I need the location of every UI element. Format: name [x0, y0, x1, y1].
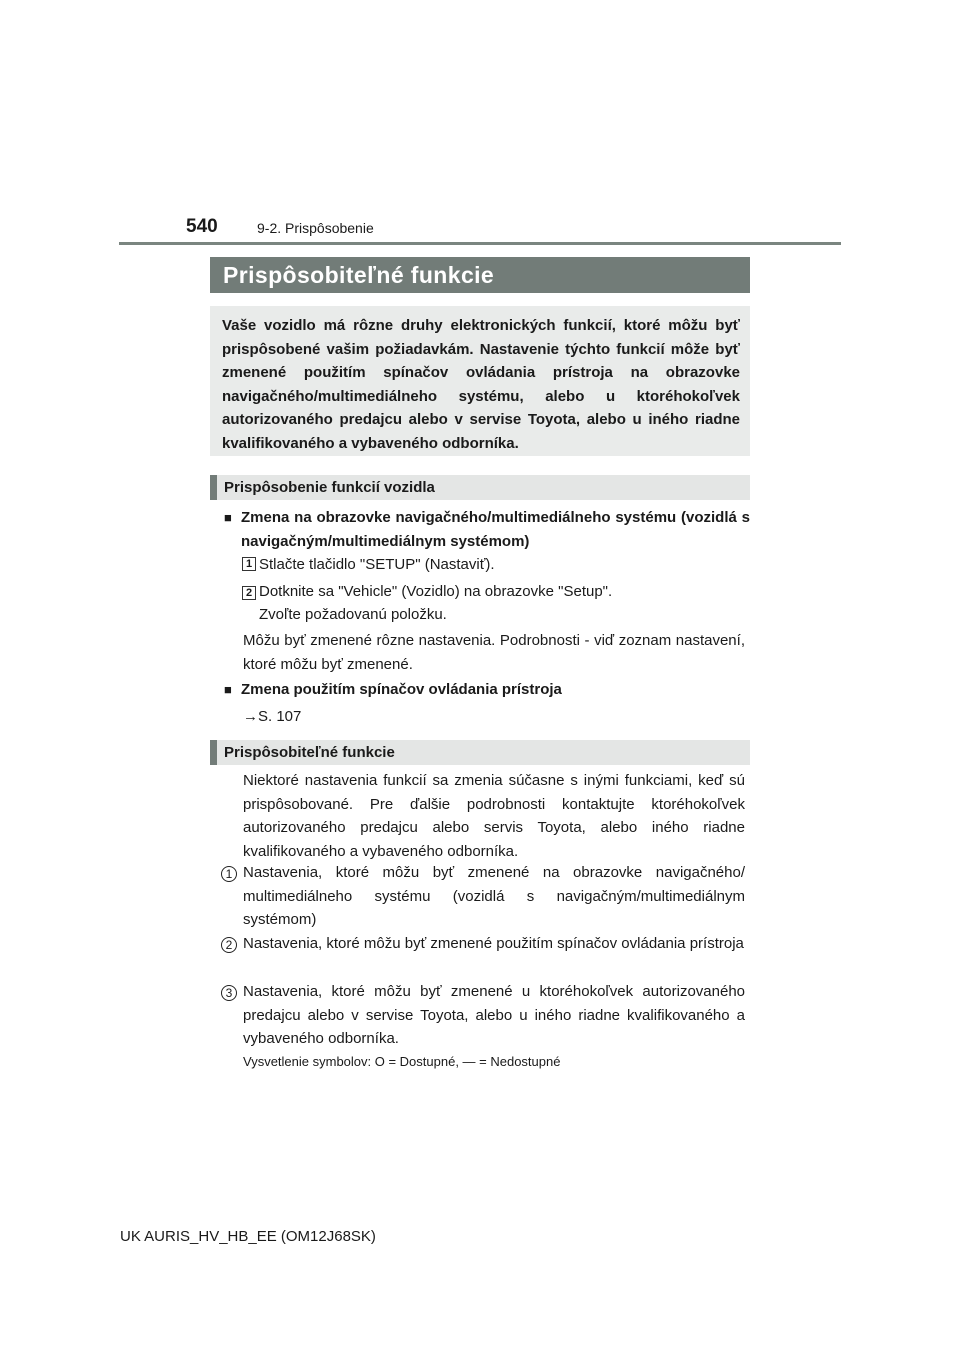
- list-item: Nastavenia, ktoré môžu byť zmenené u ktoréhokoľvek autorizovaného predajcu alebo v servise Toyota, alebo u iného riadne kvalifikovaného a vybaveného odborníka.: [243, 983, 745, 1048]
- circled-number-icon: 3: [221, 985, 237, 1001]
- square-bullet-icon: ■: [224, 682, 232, 697]
- symbol-legend: Vysvetlenie symbolov: O = Dostupné, — = Nedostupné: [243, 1054, 561, 1069]
- list-item: Nastavenia, ktoré môžu byť zmenené použitím spínačov ovládania prístroja: [243, 935, 744, 952]
- page-title: Prispôsobiteľné funkcie: [210, 257, 750, 293]
- step-text: Stlačte tlačidlo "SETUP" (Nastaviť).: [259, 556, 495, 573]
- page-number: 540: [186, 216, 218, 237]
- page-reference: →S. 107: [243, 708, 302, 725]
- intro-box: Vaše vozidlo má rôzne druhy elektronických funkcií, ktoré môžu byť prispôsobené vašim požiadavkám. Nastavenie týchto funkcií môže byť zmenené použitím spínačov ovládania prístroja na obrazovke navigačného/multimediálneho systému, alebo u ktoréhokoľvek autorizovaného predajcu alebo v servise Toyota, alebo u iného riadne kvalifikovaného a vybaveného odborníka.: [210, 306, 750, 456]
- item-heading-display-change: [224, 506, 750, 554]
- section-heading-functions: Prispôsobiteľné funkcie: [210, 740, 750, 765]
- step-number-badge: 2: [242, 586, 256, 600]
- section-heading-customization: Prispôsobenie funkcií vozidla: [210, 475, 750, 500]
- step-text: Dotknite sa "Vehicle" (Vozidlo) na obrazovke "Setup".: [259, 583, 613, 600]
- item-heading-text: Zmena na obrazovke navigačného/multimediálneho systému (vozidlá s navigačným/multimediálnym systémom): [241, 509, 750, 550]
- item-heading-switch-change: [224, 678, 750, 702]
- document-code-footer: UK AURIS_HV_HB_EE (OM12J68SK): [120, 1228, 376, 1245]
- item-heading-text: Zmena použitím spínačov ovládania prístroja: [241, 681, 562, 698]
- list-item: Nastavenia, ktoré môžu byť zmenené na obrazovke navigačného/ multimediálneho systému (vozidlá s navigačným/multimediálnym systémom): [243, 864, 745, 929]
- circled-number-icon: 1: [221, 866, 237, 882]
- header-divider: [119, 242, 841, 245]
- step-text-continued: Zvoľte požadovanú položku.: [259, 606, 447, 623]
- section-paragraph: Niektoré nastavenia funkcií sa zmenia súčasne s inými funkciami, keď sú prispôsobované. Pre ďalšie podrobnosti kontaktujte ktoréhokoľvek autorizovaného predajcu alebo servis Toyota, alebo iného riadne kvalifikovaného a vybaveného odborníka.: [243, 772, 745, 860]
- section-reference: 9-2. Prispôsobenie: [257, 220, 374, 236]
- circled-number-icon: 2: [221, 937, 237, 953]
- square-bullet-icon: ■: [224, 510, 232, 525]
- step-number-badge: 1: [242, 557, 256, 571]
- note-text: Môžu byť zmenené rôzne nastavenia. Podrobnosti - viď zoznam nastavení, ktoré môžu byť zmenené.: [243, 632, 745, 673]
